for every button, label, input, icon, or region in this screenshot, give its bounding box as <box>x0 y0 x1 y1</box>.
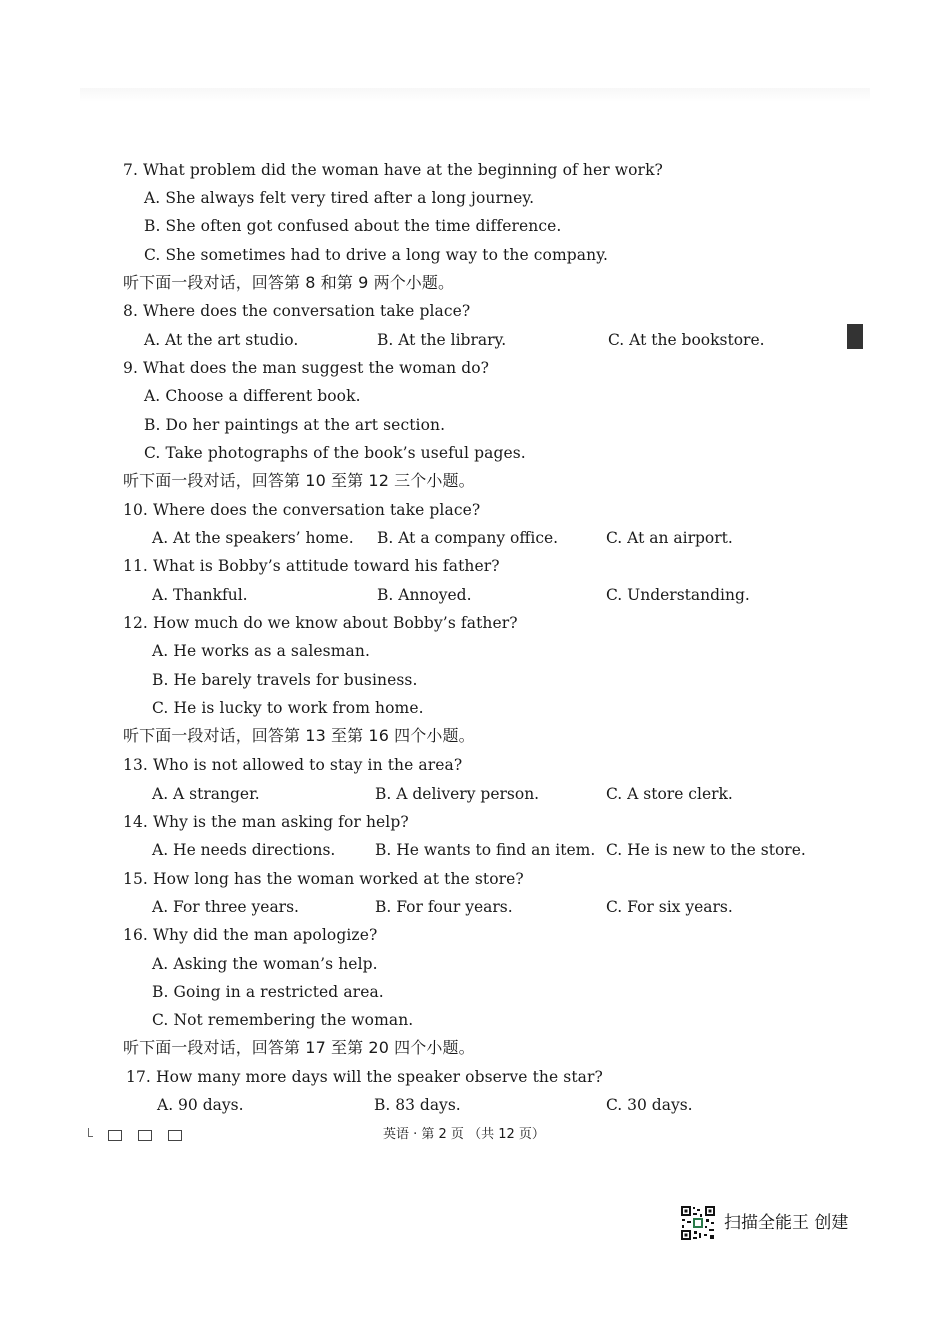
binding-tick-mark <box>88 1128 93 1137</box>
q10-option-b: B. At a company office. <box>377 529 559 547</box>
scanner-label: 扫描全能王 创建 <box>724 1213 849 1233</box>
q14-stem: 14. Why is the man asking for help? <box>123 813 409 831</box>
q15-stem: 15. How long has the woman worked at the store? <box>123 870 524 888</box>
q9-option-a: A. Choose a different book. <box>144 387 361 405</box>
q15-option-c: C. For six years. <box>606 898 733 916</box>
q17-option-a: A. 90 days. <box>157 1096 244 1114</box>
q9-option-c: C. Take photographs of the book’s useful pages. <box>144 444 526 462</box>
q8-stem: 8. Where does the conversation take place? <box>123 302 471 320</box>
q10-option-a: A. At the speakers’ home. <box>152 529 354 547</box>
qr-code-icon <box>680 1205 716 1241</box>
page-footer: 英语 · 第 2 页 （共 12 页） <box>383 1127 545 1142</box>
q11-option-c: C. Understanding. <box>606 586 750 604</box>
q11-option-b: B. Annoyed. <box>377 586 472 604</box>
q12-stem: 12. How much do we know about Bobby’s father? <box>123 614 518 632</box>
q16-option-c: C. Not remembering the woman. <box>152 1011 414 1029</box>
q12-option-c: C. He is lucky to work from home. <box>152 699 424 717</box>
q15-option-a: A. For three years. <box>152 898 299 916</box>
binding-box-mark <box>108 1130 122 1141</box>
q14-option-b: B. He wants to find an item. <box>375 841 596 859</box>
q16-option-a: A. Asking the woman’s help. <box>152 955 378 973</box>
q9-stem: 9. What does the man suggest the woman do? <box>123 359 490 377</box>
q17-option-c: C. 30 days. <box>606 1096 693 1114</box>
q13-option-c: C. A store clerk. <box>606 785 733 803</box>
q8-option-b: B. At the library. <box>377 331 507 349</box>
q13-option-b: B. A delivery person. <box>375 785 540 803</box>
instruction-17-20: 听下面一段对话，回答第 17 至第 20 四个小题。 <box>123 1038 475 1057</box>
q8-option-c: C. At the bookstore. <box>608 331 765 349</box>
instruction-13-16: 听下面一段对话，回答第 13 至第 16 四个小题。 <box>123 726 475 745</box>
binding-box-mark <box>168 1130 182 1141</box>
q12-option-b: B. He barely travels for business. <box>152 671 418 689</box>
q14-option-a: A. He needs directions. <box>152 841 336 859</box>
instruction-10-12: 听下面一段对话，回答第 10 至第 12 三个小题。 <box>123 471 475 490</box>
q14-option-c: C. He is new to the store. <box>606 841 806 859</box>
q17-option-b: B. 83 days. <box>374 1096 461 1114</box>
q9-option-b: B. Do her paintings at the art section. <box>144 416 446 434</box>
q17-stem: 17. How many more days will the speaker observe the star? <box>126 1068 603 1086</box>
q7-option-b: B. She often got confused about the time difference. <box>144 217 562 235</box>
q13-option-a: A. A stranger. <box>152 785 260 803</box>
scan-edge-shadow <box>80 88 870 102</box>
instruction-8-9: 听下面一段对话，回答第 8 和第 9 两个小题。 <box>123 273 455 292</box>
binding-box-mark <box>138 1130 152 1141</box>
q13-stem: 13. Who is not allowed to stay in the area? <box>123 756 463 774</box>
q11-option-a: A. Thankful. <box>152 586 248 604</box>
q7-option-a: A. She always felt very tired after a long journey. <box>144 189 535 207</box>
q8-option-a: A. At the art studio. <box>144 331 299 349</box>
q7-option-c: C. She sometimes had to drive a long way to the company. <box>144 246 609 264</box>
q10-stem: 10. Where does the conversation take place? <box>123 501 481 519</box>
q10-option-c: C. At an airport. <box>606 529 733 547</box>
q11-stem: 11. What is Bobby’s attitude toward his father? <box>123 557 500 575</box>
q16-option-b: B. Going in a restricted area. <box>152 983 384 1001</box>
q15-option-b: B. For four years. <box>375 898 513 916</box>
page-edge-tab <box>847 324 863 349</box>
q7-stem: 7. What problem did the woman have at the beginning of her work? <box>123 161 663 179</box>
q16-stem: 16. Why did the man apologize? <box>123 926 378 944</box>
q12-option-a: A. He works as a salesman. <box>152 642 370 660</box>
